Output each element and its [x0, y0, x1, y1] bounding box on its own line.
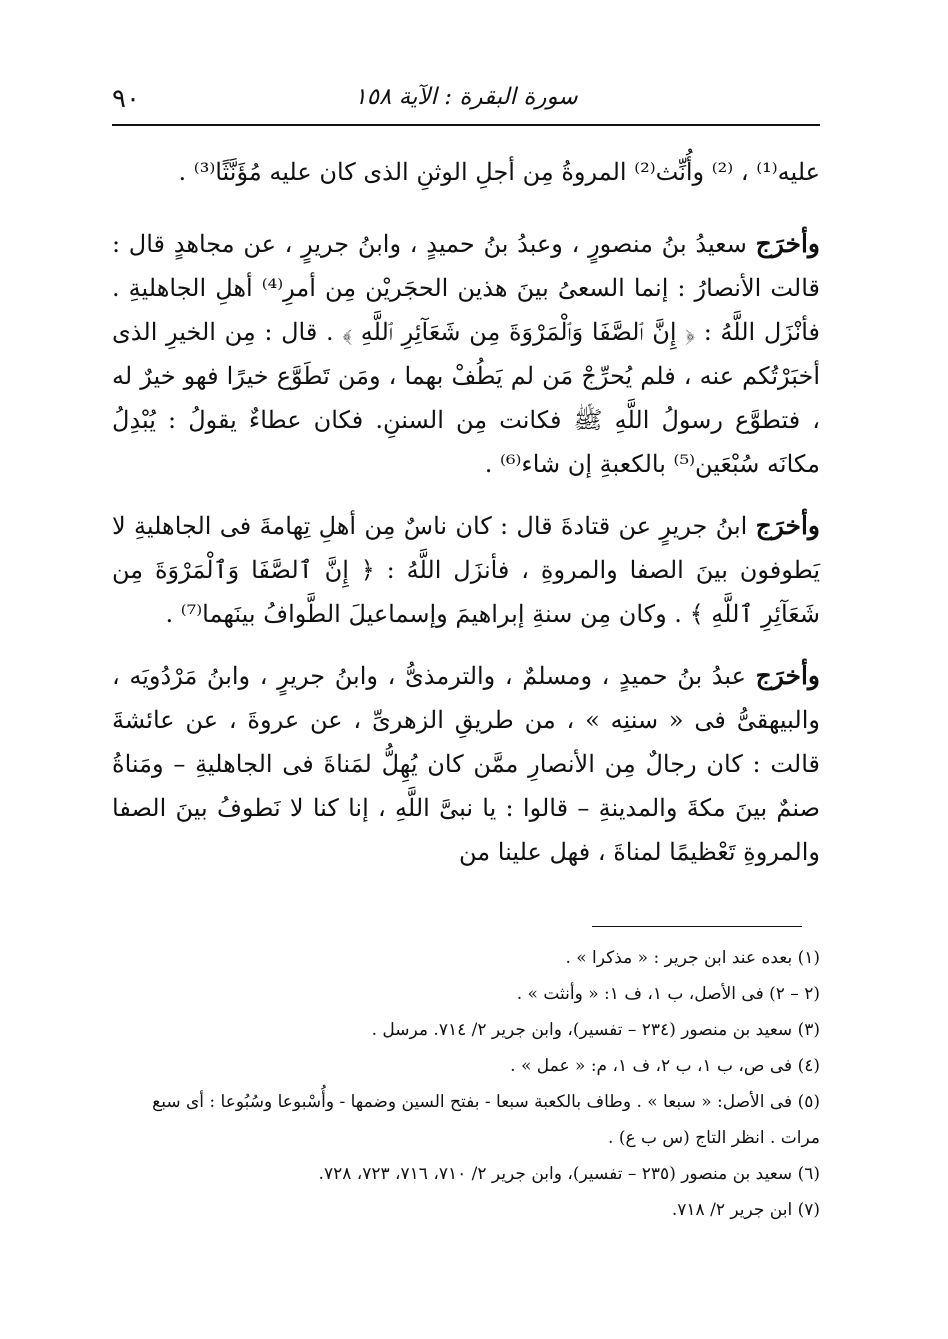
- footnote: (٥) فى الأصل: « سبعا » . وطاف بالكعبة سبعا - بفتح السين وضمها - وأُسْبوعا وسُبُوعا : أى سبع مرات . انظر التاج (س ب ع) .: [152, 1092, 820, 1148]
- paragraph-lead-word: وأخرَج: [755, 511, 820, 540]
- paragraph: [112, 222, 820, 486]
- footnote-separator: [592, 926, 802, 927]
- footnote: (٣) سعيد بن منصور (٢٣٤ – تفسير)، وابن جرير ٢/ ٧١٤. مرسل .: [371, 1020, 820, 1040]
- footnote: (٦) سعيد بن منصور (٢٣٥ – تفسير)، وابن جرير ٢/ ٧١٠، ٧١٦، ٧٢٣، ٧٢٨.: [318, 1164, 820, 1184]
- main-text: [112, 150, 820, 892]
- paragraph: [112, 654, 820, 874]
- page-header: [112, 78, 820, 126]
- paragraph-text: ابنُ جريرٍ عن قتادةَ قال : كان ناسٌ مِن أهلِ تِهامةَ فى الجاهليةِ لا يَطوفون بينَ الصفا والمروةِ ، فأنزَل اللَّهُ : ﴿ إِنَّ ٱلصَّفَا وَٱلْمَرْوَةَ مِن شَعَآئِرِ ٱللَّهِ ﴾ . وكان مِن سنةِ إبراهيمَ وإسماعيلَ الطَّوافُ بينَهما⁽⁷⁾ .: [112, 512, 820, 628]
- running-title: سورة البقرة : الآية ١٥٨: [354, 84, 578, 110]
- footnote: (١) بعده عند ابن جرير : « مذكرا » .: [565, 948, 820, 968]
- footnote: (٢ – ٢) فى الأصل، ب ١، ف ١: « وأنثت » .: [516, 984, 820, 1004]
- footnote: (٧) ابن جرير ٢/ ٧١٨.: [671, 1200, 820, 1220]
- paragraph-lead-word: وأخرَج: [755, 229, 820, 258]
- paragraph-lead-word: وأخرَج: [755, 661, 820, 690]
- paragraph-text: عليه⁽¹⁾ ، ⁽²⁾ وأُنِّث⁽²⁾ المروةُ مِن أجلِ الوثنِ الذى كان عليه مُؤَنَّثًا⁽³⁾ .: [178, 158, 820, 186]
- footnotes: [112, 940, 820, 1228]
- paragraph-text: سعيدُ بنُ منصورٍ ، وعبدُ بنُ حميدٍ ، وابنُ جريرٍ ، عن مجاهدٍ قال : قالت الأنصارُ : إنما السعىُ بينَ هذين الحجَريْن مِن أمرِ⁽⁴⁾ أهلِ الجاهليةِ . فأنْزَل اللَّهُ : ﴿ إِنَّ ٱلصَّفَا وَٱلْمَرْوَةَ مِن شَعَآئِرِ ٱللَّهِ ﴾ . قال : مِن الخيرِ الذى أخبَرْتُكم عنه ، فلم يُحرِّجْ مَن لم يَطُفْ بهما ، ومَن تَطَوَّع خيرًا فهو خيرٌ له ، فتطوَّع رسولُ اللَّهِ ﷺ فكانت مِن السننِ. فكان عطاءٌ يقولُ : يُبْدِلُ مكانَه سُبْعَين⁽⁵⁾ بالكعبةِ إن شاء⁽⁶⁾ .: [112, 230, 820, 478]
- paragraph-text: عبدُ بنُ حميدٍ ، ومسلمٌ ، والترمذىُّ ، وابنُ جريرٍ ، وابنُ مَرْدُويَه ، والبيهقىُّ فى « سننِه » ، من طريقِ الزهرىِّ ، عن عروةَ ، عن عائشةَ قالت : كان رجالٌ مِن الأنصارِ ممَّن كان يُهِلُّ لمَناةَ فى الجاهليةِ – ومَناةُ صنمٌ بينَ مكةَ والمدينةِ – قالوا : يا نبىَّ اللَّهِ ، إنا كنا لا نَطوفُ بينَ الصفا والمروةِ تَعْظيمًا لمناةَ ، فهل علينا من: [112, 662, 820, 866]
- page-number: ٩٠: [112, 84, 140, 114]
- paragraph: [112, 504, 820, 636]
- paragraph: [112, 150, 820, 194]
- footnote: (٤) فى ص، ب ١، ب ٢، ف ١، م: « عمل » .: [510, 1056, 820, 1076]
